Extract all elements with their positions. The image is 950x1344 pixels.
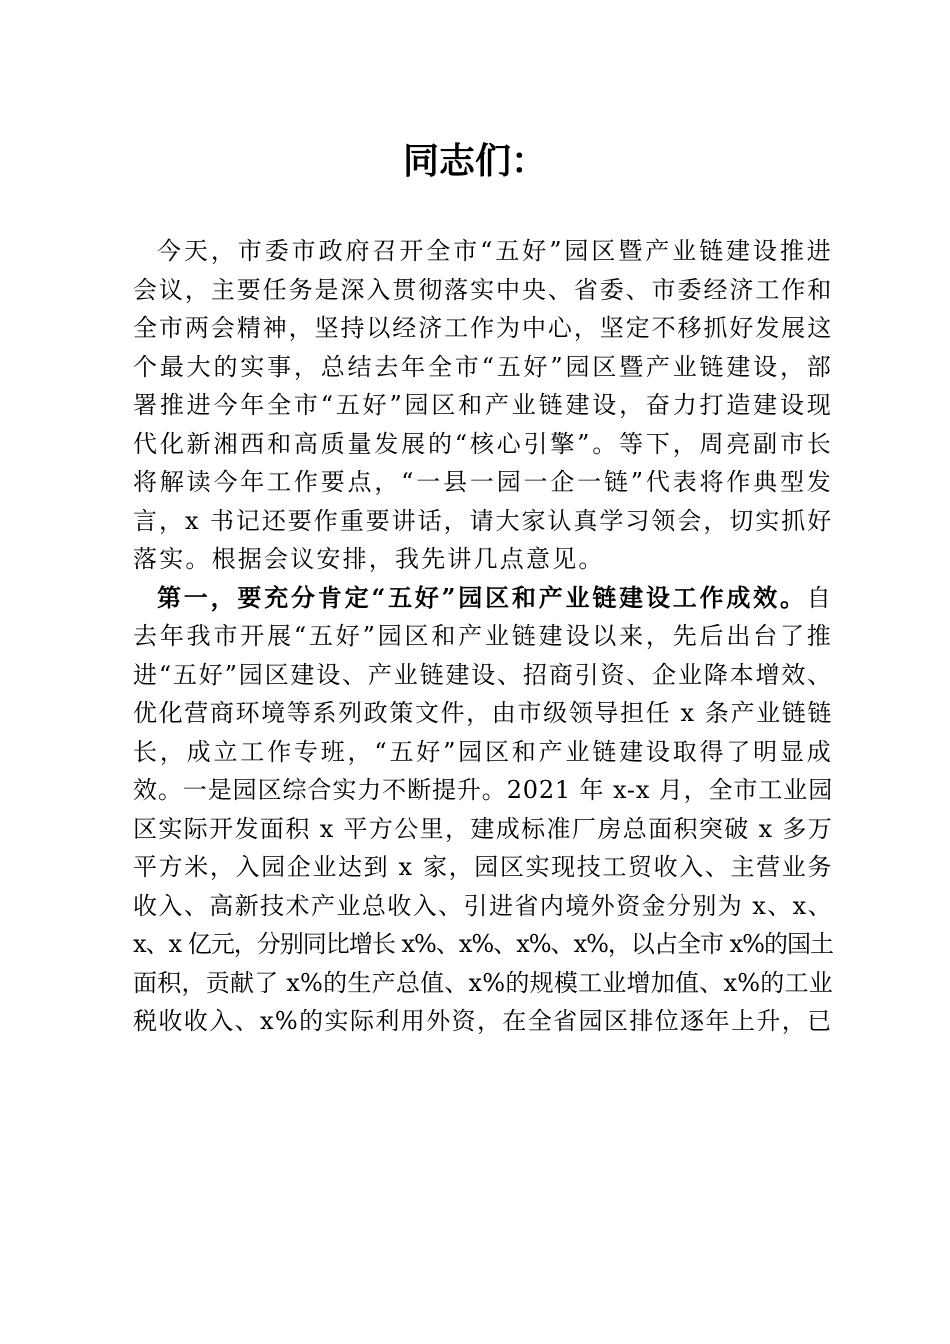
text-line: 会议，主要任务是深入贯彻落实中央、省委、市委经济工作和 xyxy=(133,275,833,304)
paragraph-first-point xyxy=(133,579,833,1041)
text-line: 今天，市委市政府召开全市“五好”园区暨产业链建设推进 xyxy=(157,237,833,265)
text-line: 去年我市开展“五好”园区和产业链建设以来，先后出台了推 xyxy=(133,622,833,650)
text-line: 代化新湘西和高质量发展的“核心引擎”。等下，周亮副市长 xyxy=(133,429,833,458)
text-line: 个最大的实事，总结去年全市“五好”园区暨产业链建设，部 xyxy=(133,352,833,381)
text-line: 将解读今年工作要点，“一县一园一企一链”代表将作典型发 xyxy=(133,468,833,496)
text-line: 署推进今年全市“五好”园区和产业链建设，奋力打造建设现 xyxy=(133,391,833,419)
text-fragment: 自 xyxy=(806,583,833,612)
text-line: 优化营商环境等系列政策文件，由市级领导担任 x 条产业链链 xyxy=(133,699,833,727)
text-line: 言，x 书记还要作重要讲话，请大家认真学习领会，切实抓好 xyxy=(133,506,833,535)
document-body xyxy=(133,232,833,1041)
text-line: 进“五好”园区建设、产业链建设、招商引资、企业降本增效、 xyxy=(133,660,833,689)
text-line: x、x 亿元，分别同比增长 x%、x%、x%、x%，以占全市 x%的国土 xyxy=(133,930,833,958)
paragraph-intro xyxy=(133,232,833,579)
text-line: 区实际开发面积 x 平方公里，建成标准厂房总面积突破 x 多万 xyxy=(133,814,833,843)
text-line: 全市两会精神，坚持以经济工作为中心，坚定不移抓好发展这 xyxy=(133,314,833,342)
text-line: 收入、高新技术产业总收入、引进省内境外资金分别为 x、x、 xyxy=(133,891,833,920)
page-title: 同志们： xyxy=(402,140,547,182)
text-line: 效。一是园区综合实力不断提升。2021 年 x-x 月，全市工业园 xyxy=(133,776,833,804)
text-line-lead xyxy=(133,579,833,618)
section-heading-first: 第一，要充分肯定“五好”园区和产业链建设工作成效。 xyxy=(157,582,807,612)
text-line: 面积，贡献了 x%的生产总值、x%的规模工业增加值、x%的工业 xyxy=(133,968,833,997)
text-line: 平方米，入园企业达到 x 家，园区实现技工贸收入、主营业务 xyxy=(133,853,833,881)
text-line: 税收收入、x%的实际利用外资，在全省园区排位逐年上升，已 xyxy=(133,1007,833,1035)
text-line: 长，成立工作专班，“五好”园区和产业链建设取得了明显成 xyxy=(133,737,833,766)
text-line: 落实。根据会议安排，我先讲几点意见。 xyxy=(133,545,605,573)
